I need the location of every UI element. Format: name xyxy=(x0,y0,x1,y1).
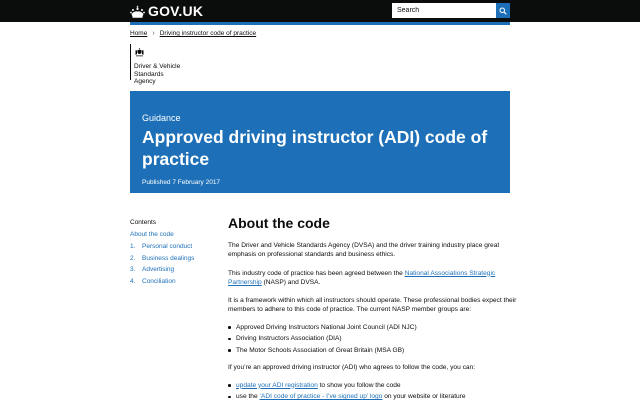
paragraph-text: This industry code of practice has been agreed between the xyxy=(228,269,405,277)
title-banner xyxy=(130,91,510,193)
contents-nav xyxy=(130,218,220,288)
published-date: Published 7 February 2017 xyxy=(142,179,221,186)
contents-number: 2. xyxy=(130,254,136,262)
list-item-text: use the xyxy=(236,393,260,401)
paragraph-nasp xyxy=(228,269,518,288)
breadcrumb-driving-instructor-code[interactable]: Driving instructor code of practice xyxy=(159,30,257,37)
breadcrumb-home[interactable]: Home xyxy=(130,30,148,37)
contents-link[interactable]: About the code xyxy=(130,231,174,238)
search-input[interactable] xyxy=(392,3,496,18)
site-header xyxy=(0,0,640,22)
contents-list xyxy=(130,229,220,288)
paragraph-framework: It is a framework within which all instructors should operate. These professional bodies expect their members to adhere to this code of practice. The current NASP member groups are: xyxy=(228,297,517,314)
section-heading: About the code xyxy=(228,215,330,231)
site-name: GOV.UK xyxy=(148,3,204,19)
contents-link[interactable]: Advertising xyxy=(142,266,175,274)
contents-item-business-dealings[interactable] xyxy=(130,253,220,265)
list-item-text: to show you follow the code xyxy=(317,381,401,389)
contents-link[interactable]: Business dealings xyxy=(142,254,195,262)
member-groups-list xyxy=(228,322,518,357)
crown-icon xyxy=(130,5,145,18)
contents-item-about[interactable] xyxy=(130,229,220,241)
nasp-link[interactable]: National Associations Strategic Partnership xyxy=(228,269,496,286)
list-item: Driving Instructors Association (DIA) xyxy=(228,333,518,345)
contents-link[interactable]: Conciliation xyxy=(142,278,176,286)
organisation-name-line: Driver & Vehicle xyxy=(134,63,181,70)
actions-list xyxy=(228,380,518,403)
organisation-logo[interactable] xyxy=(130,44,190,85)
document-type: Guidance xyxy=(142,113,181,123)
contents-number: 1. xyxy=(130,242,136,250)
breadcrumb xyxy=(130,30,256,37)
contents-item-conciliation[interactable] xyxy=(130,276,220,288)
paragraph-intro: The Driver and Vehicle Standards Agency (DVSA) and the driver training industry place great emphasis on professional standards and business ethics. xyxy=(228,242,500,259)
contents-item-advertising[interactable] xyxy=(130,264,220,276)
adi-code-logo-link[interactable]: ‘ADI code of practice - I’ve signed up’ logo xyxy=(259,393,383,401)
paragraph-if-adi: If you’re an approved driving instructor (ADI) who agrees to follow the code, you can: xyxy=(228,364,476,372)
royal-coat-of-arms-icon xyxy=(134,44,190,62)
organisation-name-line: Standards xyxy=(134,70,164,78)
main-content xyxy=(228,214,518,403)
govuk-logo-link[interactable] xyxy=(130,3,203,19)
contents-heading: Contents xyxy=(130,219,157,226)
list-item: Approved Driving Instructors National Joint Council (ADI NJC) xyxy=(228,322,518,334)
list-item xyxy=(228,391,518,403)
search-icon xyxy=(499,2,507,20)
contents-number: 4. xyxy=(130,278,136,286)
page-title: Approved driving instructor (ADI) code of practice xyxy=(142,127,488,169)
search-button[interactable] xyxy=(496,3,510,18)
paragraph-text: (NASP) and DVSA. xyxy=(261,278,321,286)
contents-item-personal-conduct[interactable] xyxy=(130,241,220,253)
contents-link[interactable]: Personal conduct xyxy=(142,242,193,250)
chevron-right-icon: › xyxy=(152,30,155,37)
header-blue-rule xyxy=(130,22,510,25)
organisation-name-line: Agency xyxy=(134,78,156,85)
update-adi-registration-link[interactable]: update your ADI registration xyxy=(236,381,318,389)
list-item-text: on your website or literature xyxy=(382,393,466,401)
list-item xyxy=(228,380,518,392)
contents-number: 3. xyxy=(130,266,136,274)
list-item: The Motor Schools Association of Great Britain (MSA GB) xyxy=(228,345,518,357)
organisation-name xyxy=(134,63,190,86)
